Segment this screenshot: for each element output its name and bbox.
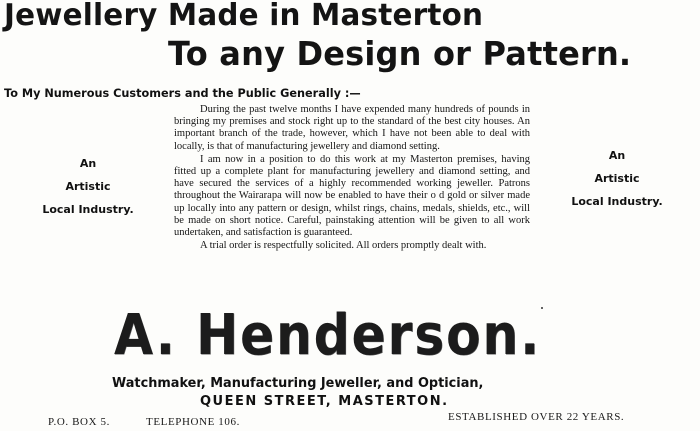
established-note: ESTABLISHED OVER 22 YEARS. [448,411,625,423]
telephone-number: TELEPHONE 106. [146,416,240,428]
left-slogan-line: An [79,157,97,170]
headline-line-2: To any Design or Pattern. [168,34,632,73]
salutation: To My Numerous Customers and the Public Generally :— [4,86,361,100]
proprietor-name: A. Henderson. [114,303,542,368]
headline-line-1: Jewellery Made in Masterton [4,0,484,33]
right-slogan-line: An [608,149,626,162]
proprietor-address: QUEEN STREET, MASTERTON. [200,394,449,409]
body-paragraph: A trial order is respectfully solicited. All orders promptly dealt with. [200,240,487,252]
right-slogan [542,144,692,213]
left-slogan-line: Local Industry. [42,203,134,216]
left-slogan [18,152,158,221]
print-speck [541,307,543,309]
right-slogan-line: Local Industry. [571,195,663,208]
body-paragraph: During the past twelve months I have expended many hundreds of pounds in bringing my premises and stock right up to the standard of the best city houses. An important branch of the trade, however, which I have not been able to deal with locally, is that of manufacturing jewellery and diamond setting. [174,104,530,152]
body-copy [174,104,530,252]
right-slogan-line: Artistic [594,172,640,185]
proprietor-trades: Watchmaker, Manufacturing Jeweller, and Optician, [112,376,484,391]
left-slogan-line: Artistic [65,180,111,193]
body-paragraph: I am now in a position to do this work at my Masterton premises, having fitted up a complete plant for manufacturing jewellery and diamond setting, and have secured the services of a highly recommended working jeweller. Patrons throughout the Wairarapa will now be enabled to have their o d gold or silver made up locally into any pattern or design, whilst rings, chains, medals, shields, etc., will be made on short notice. Careful, painstaking attention will be given to all work undertaken, and satisfaction is guaranteed. [174,153,530,239]
po-box: P.O. BOX 5. [48,416,110,428]
